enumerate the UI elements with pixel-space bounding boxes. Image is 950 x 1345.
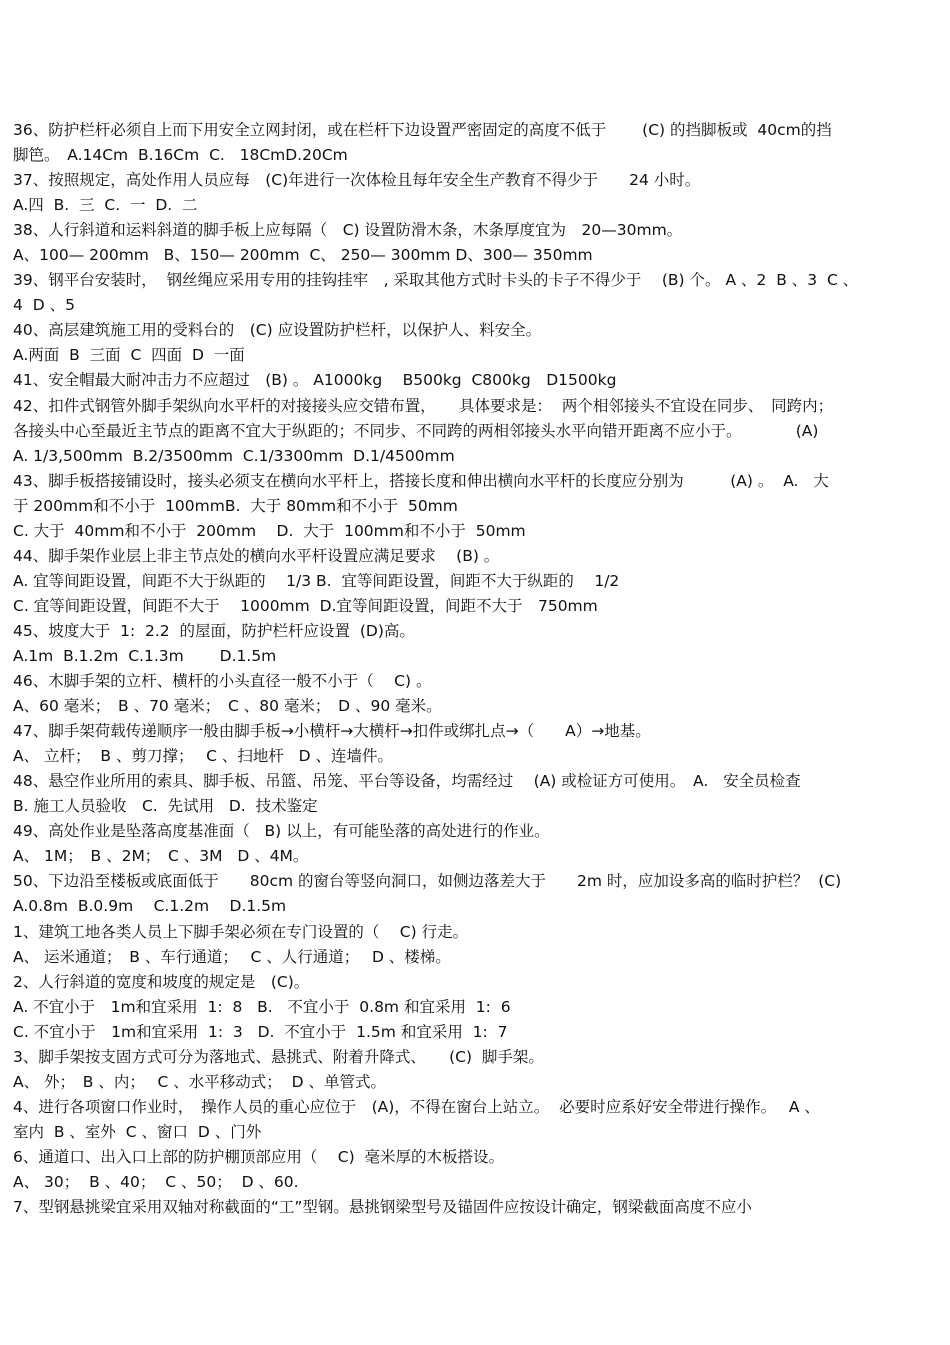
- text-line: A、60 毫米； B 、70 毫米； C 、80 毫米； D 、90 毫米。: [13, 697, 442, 716]
- text-line: 3、脚手架按支固方式可分为落地式、悬挑式、附着升降式、 (C) 脚手架。: [13, 1047, 544, 1066]
- question-list: [13, 118, 947, 1220]
- text-line: 38、人行斜道和运料斜道的脚手板上应每隔（ C) 设置防滑木条，木条厚度宜为 20—30mm。: [13, 221, 683, 240]
- text-line: 49、高处作业是坠落高度基准面（ B) 以上，有可能坠落的高处进行的作业。: [13, 822, 550, 841]
- text-line: 4、进行各项窗口作业时， 操作人员的重心应位于 (A)，不得在窗台上站立。 必要时应系好安全带进行操作。 A 、: [13, 1097, 820, 1116]
- text-line: 42、扣件式钢管外脚手架纵向水平杆的对接接头应交错布置， 具体要求是： 两个相邻接头不宜设在同步、 同跨内；: [13, 396, 834, 415]
- text-line: A.四 B. 三 C. 一 D. 二: [13, 196, 198, 215]
- text-line: A、100— 200mm B、150— 200mm C、 250— 300mm D、300— 350mm: [13, 246, 593, 265]
- text-line: A、 30； B 、40； C 、50； D 、60.: [13, 1172, 299, 1191]
- text-line: 7、型钢悬挑梁宜采用双轴对称截面的“工”型钢。悬挑钢梁型号及锚固件应按设计确定，钢梁截面高度不应小: [13, 1198, 752, 1217]
- text-line: B. 施工人员验收 C. 先试用 D. 技术鉴定: [13, 797, 318, 816]
- text-line: A.1m B.1.2m C.1.3m D.1.5m: [13, 646, 277, 665]
- text-line: 45、坡度大于 1: 2.2 的屋面，防护栏杆应设置 (D)高。: [13, 621, 415, 640]
- text-line: A、 立杆； B 、剪刀撑； C 、扫地杆 D 、连墙件。: [13, 747, 394, 766]
- text-line: 43、脚手板搭接铺设时，接头必须支在横向水平杆上，搭接长度和伸出横向水平杆的长度应分别为 (A) 。 A. 大: [13, 471, 829, 490]
- text-line: C. 不宜小于 1m和宜采用 1: 3 D. 不宜小于 1.5m 和宜采用 1: 7: [13, 1022, 508, 1041]
- text-line: A、 运米通道； B 、车行通道； C 、人行通道； D 、楼梯。: [13, 947, 451, 966]
- text-line: 37、按照规定，高处作用人员应每 (C)年进行一次体检且每年安全生产教育不得少于 24 小时。: [13, 171, 701, 190]
- text-line: 50、下边沿至楼板或底面低于 80cm 的窗台等竖向洞口，如侧边落差大于 2m 时，应加设多高的临时护栏？ (C): [13, 872, 842, 891]
- text-line: A. 1/3,500mm B.2/3500mm C.1/3300mm D.1/4500mm: [13, 446, 455, 465]
- text-line: C. 大于 40mm和不小于 200mm D. 大于 100mm和不小于 50mm: [13, 521, 526, 540]
- text-line: 6、通道口、出入口上部的防护棚顶部应用（ C) 毫米厚的木板搭设。: [13, 1147, 505, 1166]
- text-line: 48、悬空作业所用的索具、脚手板、吊篮、吊笼、平台等设备，均需经过 (A) 或检证方可使用。 A. 安全员检查: [13, 772, 801, 791]
- text-line: 2、人行斜道的宽度和坡度的规定是 (C)。: [13, 972, 310, 991]
- text-line: A. 宜等间距设置，间距不大于纵距的 1/3 B. 宜等间距设置，间距不大于纵距的 1/2: [13, 571, 620, 590]
- text-line: 39、钢平台安装时， 钢丝绳应采用专用的挂钩挂牢 , 采取其他方式时卡头的卡子不得少于 (B) 个。 A 、2 B 、3 C 、: [13, 271, 859, 290]
- text-line: 各接头中心至最近主节点的距离不宜大于纵距的；不同步、不同跨的两相邻接头水平向错开距离不应小于。 (A): [13, 421, 819, 440]
- text-line: 46、木脚手架的立杆、横杆的小头直径一般不小于（ C) 。: [13, 672, 432, 691]
- text-line: A. 不宜小于 1m和宜采用 1: 8 B. 不宜小于 0.8m 和宜采用 1: 6: [13, 997, 511, 1016]
- text-line: 4 D 、5: [13, 296, 75, 315]
- text-line: A.0.8m B.0.9m C.1.2m D.1.5m: [13, 897, 287, 916]
- text-line: 41、安全帽最大耐冲击力不应超过 (B) 。 A1000kg B500kg C800kg D1500kg: [13, 371, 617, 390]
- text-line: 47、脚手架荷载传递顺序一般由脚手板→小横杆→大横杆→扣件或绑扎点→（ A）→地基。: [13, 722, 651, 741]
- text-line: A.两面 B 三面 C 四面 D 一面: [13, 346, 245, 365]
- text-line: 40、高层建筑施工用的受料台的 (C) 应设置防护栏杆，以保护人、料安全。: [13, 321, 542, 340]
- text-line: 44、脚手架作业层上非主节点处的横向水平杆设置应满足要求 (B) 。: [13, 546, 500, 565]
- text-line: 1、建筑工地各类人员上下脚手架必须在专门设置的（ C) 行走。: [13, 922, 469, 941]
- text-line: C. 宜等间距设置，间距不大于 1000mm D.宜等间距设置，间距不大于 750mm: [13, 596, 598, 615]
- text-line: 室内 B 、室外 C 、窗口 D 、门外: [13, 1122, 262, 1141]
- text-line: 脚笆。 A.14Cm B.16Cm C. 18CmD.20Cm: [13, 146, 348, 165]
- text-line: 36、防护栏杆必须自上而下用安全立网封闭，或在栏杆下边设置严密固定的高度不低于 (C) 的挡脚板或 40cm的挡: [13, 121, 832, 139]
- text-line: A、 外； B 、内； C 、水平移动式； D 、单管式。: [13, 1072, 386, 1091]
- text-line: 于 200mm和不小于 100mmB. 大于 80mm和不小于 50mm: [13, 496, 458, 515]
- text-line: A、 1M； B 、2M； C 、3M D 、4M。: [13, 847, 309, 866]
